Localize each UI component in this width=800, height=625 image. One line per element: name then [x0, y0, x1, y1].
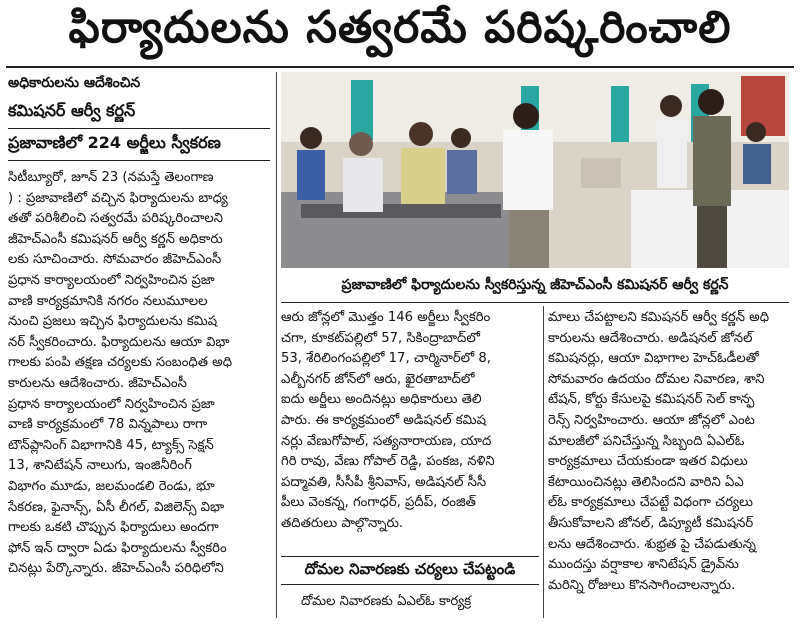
- column-1-line: చినట్లు పేర్కొన్నారు. జీహెచ్‌ఎంసీ పరిధిలోని: [8, 561, 224, 577]
- column-1-line: సిటీబ్యూరో, జూన్ 23 (నమస్తే తెలంగాణ: [8, 170, 214, 185]
- column-1-line: సేకరణ, ఫైనాన్స్, ఏసీ లీగల్, విజిలెన్స్ విభా: [8, 499, 225, 515]
- column-3-line: రెన్స్ నిర్వహించారు. ఆయా జోన్లలో ఎంట: [548, 412, 755, 428]
- column-1-line: నుంచి ప్రజలు ఇచ్చిన ఫిర్యాదులను కమిష: [8, 314, 218, 330]
- article-column-3: [548, 308, 791, 596]
- column-3-line: తీసుకోవాలని జోనల్, డిప్యూటీ కమిషనర్: [548, 515, 754, 531]
- column-2-line: 53, శేరిలింగంపల్లిలో 17, చార్మినార్‌లో 8,: [281, 351, 491, 367]
- column-2-line: ఐదు అర్జీలు అందినట్లు అధికారులు తెలి: [281, 392, 482, 408]
- column-3-line: కేటాయించినట్లు తెలిసిందని వారిని ఏఎ: [548, 474, 744, 490]
- meeting-photo-illustration: [281, 72, 789, 268]
- headline-divider: [6, 66, 794, 68]
- column-2-line: చగా, కూకట్‌పల్లిలో 57, సికింద్రాబాద్‌లో: [281, 330, 480, 346]
- deck-line-2: కమిషనర్ ఆర్వీ కర్ణన్: [8, 101, 136, 120]
- article-headline: ఫిర్యాదులను సత్వరమే పరిష్కరించాలి: [68, 2, 732, 53]
- deck-bottom-divider: [8, 160, 270, 161]
- section-subhead: దోమల నివారణకు చర్యలు చేపట్టండి: [304, 560, 516, 578]
- deck-line-3: ప్రజావాణిలో 224 అర్జీలు స్వీకరణ: [8, 133, 221, 152]
- column-1-line: లకు సూచించారు. సోమవారం జీహెచ్‌ఎంసీ: [8, 252, 222, 268]
- column-divider-1: [276, 72, 277, 618]
- column-3-line: ల్ఓ కార్యక్రమాలు చేపట్టే విధంగా చర్యలు: [548, 495, 753, 511]
- column-1-line: 13, శానిటేషన్ నాలుగు, ఇంజినీరింగ్: [8, 458, 192, 474]
- column-2-line: ఎల్బీనగర్ జోన్‌లో ఆరు, ఖైరతాబాద్‌లో: [281, 371, 475, 387]
- subhead-bottom-rule: [281, 584, 539, 585]
- column-2-tail-line: దోమల నివారణకు ఏఎల్ఓ కార్యక్ర: [301, 594, 472, 609]
- column-1-line: గాలకు ఒకటి చొప్పున ఫిర్యాదులు అందగా: [8, 520, 219, 536]
- deck-divider: [8, 128, 270, 129]
- article-column-2-tail: [281, 592, 539, 613]
- column-1-line: నర్ స్వీకరించారు. ఫిర్యాదులను ఆయా విభా: [8, 334, 230, 350]
- column-3-line: టేషన్, కోర్టు కేసులపై కమిషనర్ సెల్ కాన్ఫ: [548, 392, 755, 408]
- column-2-line: తదితరులు పాల్గొన్నారు.: [281, 515, 404, 531]
- column-3-line: మరిన్ని రోజులు కొనసాగించాలన్నారు.: [548, 577, 736, 593]
- column-1-line: టౌన్‌ప్లానింగ్ విభాగానికి 45, ట్యాక్స్ సెక్షన్: [8, 437, 214, 453]
- column-1-line: ప్రధాన కార్యాలయంలో నిర్వహించిన ప్రజా: [8, 396, 215, 412]
- article-deck: [8, 72, 270, 122]
- column-3-line: కార్యక్రమాలు చేయకుండా ఇతర విధులు: [548, 454, 748, 470]
- column-3-line: మాలు చేపట్టాలని కమిషనర్ ఆర్వీ కర్ణన్ అధి: [548, 310, 769, 325]
- column-3-line: ముందస్తు వర్షాకాల శానిటేషన్ డ్రైవ్‌ను: [548, 557, 739, 573]
- column-2-line: పీలు వెంకన్న, గంగాధర్, ప్రదీప్, రంజిత్: [281, 495, 476, 511]
- column-3-line: కారులను ఆదేశించారు. అడిషనల్ జోనల్: [548, 330, 753, 346]
- column-2-line: ఆరు జోన్లలో మొత్తం 146 అర్జీలు స్వీకరిం: [281, 310, 491, 325]
- caption-divider: [281, 302, 789, 303]
- column-2-line: పారు. ఈ కార్యక్రమంలో అడిషనల్ కమిష: [281, 412, 486, 428]
- column-1-line: తతో పరిశీలించి సత్వరమే పరిష్కరించాలని: [8, 211, 224, 227]
- column-1-line: కారులను ఆదేశించారు. జీహెచ్‌ఎంసీ: [8, 375, 187, 391]
- column-3-line: లను ఆదేశించారు. శుభ్రత పై చేపడుతున్న: [548, 536, 756, 552]
- column-1-line: వాణి కార్యక్రమంలో 78 విన్నపాలు రాగా: [8, 417, 208, 433]
- deck-line-3-wrap: [8, 132, 270, 154]
- article-photo: [281, 72, 789, 268]
- column-1-line: జీహెచ్‌ఎంసీ కమిషనర్ ఆర్వీ కర్ణన్ అధికారు: [8, 231, 223, 247]
- column-divider-2: [543, 306, 544, 618]
- article-column-1: [8, 168, 270, 580]
- column-1-line: గాలకు పంపి తక్షణ చర్యలకు సంబంధిత అధి: [8, 355, 233, 371]
- photo-caption: ప్రజావాణిలో ఫిర్యాదులను స్వీకరిస్తున్న జీహెచ్‌ఎంసీ కమిషనర్ ఆర్వీ కర్ణన్: [341, 276, 729, 293]
- column-2-line: పద్మావతి, సీసీపీ శ్రీనివాస్, అడిషనల్ సీసీ: [281, 474, 487, 490]
- column-1-line: విభాగం మూడు, జలమండలి రెండు, భూ: [8, 478, 215, 494]
- column-2-line: నర్లు వేణుగోపాల్, సత్యనారాయణ, యాద: [281, 433, 492, 449]
- column-1-line: ప్రధాన కార్యాలయంలో నిర్వహించిన ప్రజా: [8, 272, 215, 288]
- column-3-line: సోమవారం ఉదయం దోమల నివారణ, శాని: [548, 371, 765, 387]
- column-1-line: ఫోన్ ఇన్ ద్వారా ఏడు ఫిర్యాదులను స్వీకరిం: [8, 540, 227, 556]
- article-column-2: [281, 308, 539, 535]
- column-2-line: గిరి రావు, వేణు గోపాల్ రెడ్డి, పంకజ, నళిని: [281, 454, 495, 470]
- subhead-top-rule: [281, 556, 539, 557]
- column-3-line: మాలజీలో పనిచేస్తున్న సిబ్బంది ఏఎల్ఓ: [548, 433, 745, 449]
- column-1-line: ) : ప్రజావాణిలో వచ్చిన ఫిర్యాదులను బాధ్య: [8, 190, 228, 206]
- column-3-line: కమిషనర్లు, ఆయా విభాగాల హెచ్‌ఓడీలతో: [548, 351, 759, 367]
- column-1-line: వాణి కార్యక్రమానికి నగరం నలుమూలల: [8, 293, 208, 309]
- deck-line-1: అధికారులను ఆదేశించిన: [8, 75, 141, 91]
